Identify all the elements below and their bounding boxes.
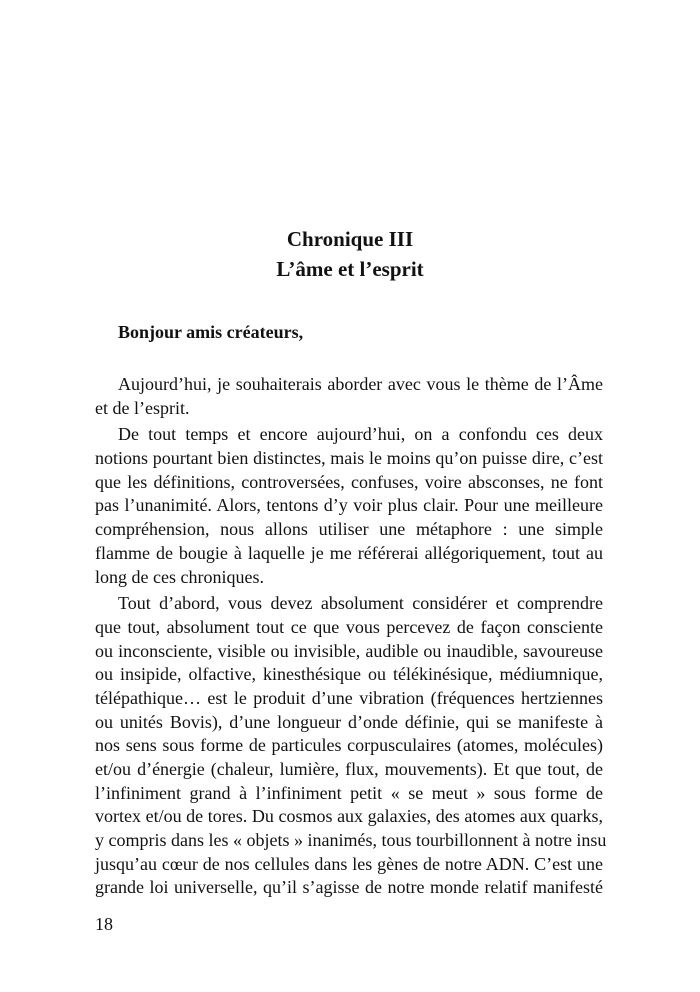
paragraph bbox=[95, 592, 607, 900]
text-line: Aujourd’hui, je souhaiterais aborder avec vous le thème de l’Âme bbox=[118, 374, 603, 394]
text-line: télépathique… est le produit d’une vibration (fréquences hertziennes bbox=[95, 687, 603, 708]
text-line: et de l’esprit. bbox=[95, 397, 190, 418]
paragraph bbox=[95, 373, 603, 420]
body-text bbox=[95, 373, 607, 903]
text-line: ou insipide, olfactive, kinesthésique ou télékinésique, médiumnique, bbox=[95, 664, 603, 685]
text-line: flamme de bougie à laquelle je me référerai allégoriquement, tout au bbox=[95, 542, 603, 563]
page-number: 18 bbox=[95, 914, 113, 934]
text-line: pas l’unanimité. Alors, tentons d’y voir plus clair. Pour une meilleure bbox=[95, 495, 603, 516]
text-line: De tout temps et encore aujourd’hui, on a confondu ces deux bbox=[118, 424, 603, 445]
text-line: que les définitions, controversées, confuses, voire absconses, ne font bbox=[95, 471, 603, 492]
text-line: ou inconsciente, visible ou invisible, audible ou inaudible, savoureuse bbox=[95, 640, 603, 661]
greeting: Bonjour amis créateurs, bbox=[118, 322, 304, 342]
text-line: l’infiniment grand à l’infiniment petit « se meut » sous forme de bbox=[95, 782, 603, 803]
text-line: nos sens sous forme de particules corpusculaires (atomes, molécules) bbox=[95, 735, 603, 756]
text-line: ou unités Bovis), d’une longueur d’onde définie, qui se manifeste à bbox=[95, 711, 603, 732]
chapter-subtitle: L’âme et l’esprit bbox=[276, 257, 424, 281]
text-line: notions pourtant bien distinctes, mais le moins qu’on puisse dire, c’est bbox=[95, 448, 603, 469]
text-line: grande loi universelle, qu’il s’agisse de notre monde relatif manifesté bbox=[95, 877, 603, 898]
paragraph bbox=[95, 423, 603, 589]
text-line: et/ou d’énergie (chaleur, lumière, flux, mouvements). Et que tout, de bbox=[95, 759, 603, 779]
text-line: y compris dans les « objets » inanimés, tous tourbillonnent à notre insu bbox=[95, 830, 607, 851]
text-line: long de ces chroniques. bbox=[95, 566, 264, 587]
text-line: compréhension, nous allons utiliser une métaphore : une simple bbox=[95, 519, 603, 540]
text-line: jusqu’au cœur de nos cellules dans les gènes de notre ADN. C’est une bbox=[95, 853, 603, 874]
text-line: que tout, absolument tout ce que vous percevez de façon consciente bbox=[95, 616, 603, 637]
text-line: Tout d’abord, vous devez absolument considérer et comprendre bbox=[118, 593, 603, 614]
chapter-title: Chronique III bbox=[286, 227, 414, 251]
text-line: vortex et/ou de tores. Du cosmos aux galaxies, des atomes aux quarks, bbox=[95, 806, 603, 827]
